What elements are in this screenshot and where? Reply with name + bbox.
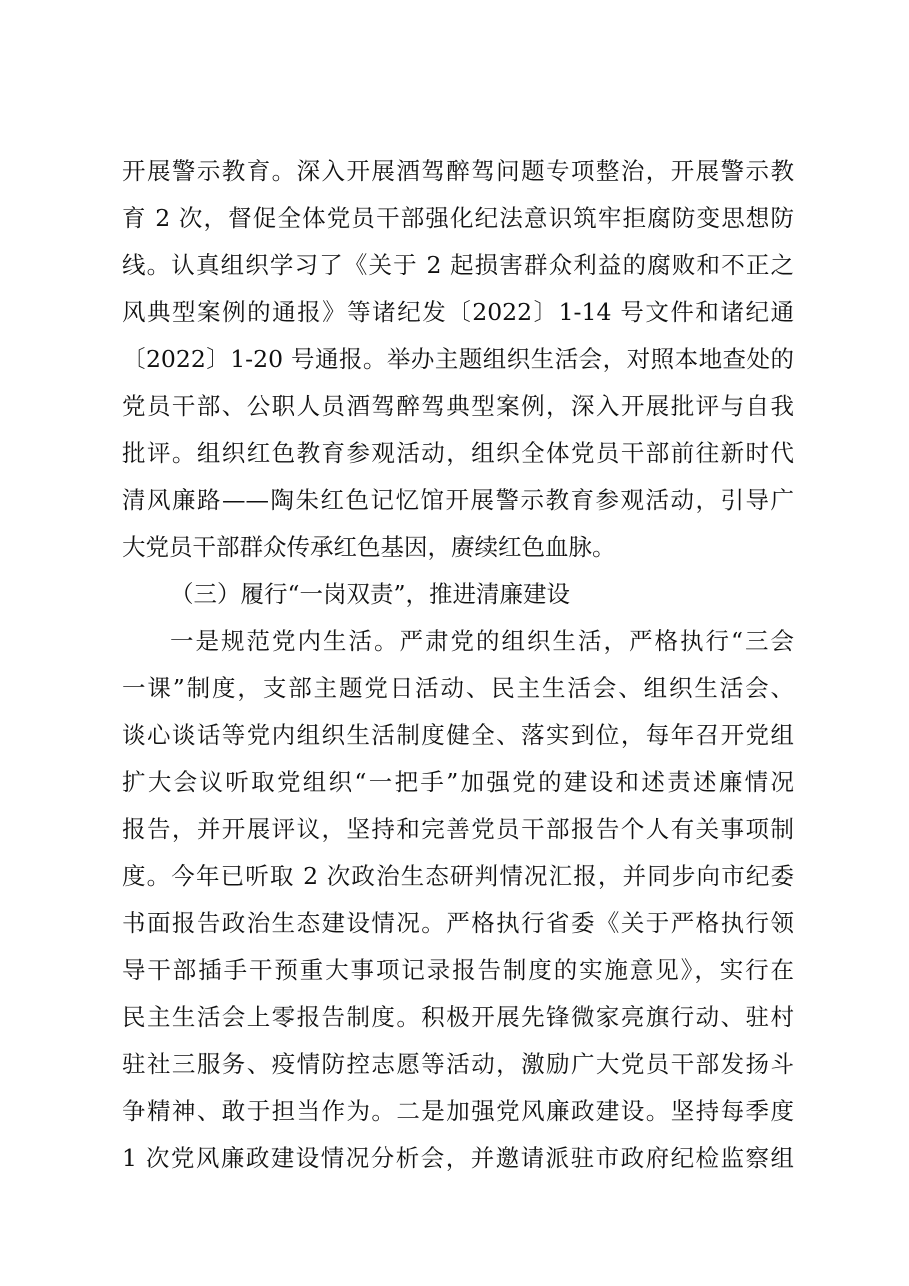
paragraph-line: 〔2022〕1-20 号通报。举办主题组织生活会，对照本地查处的: [122, 345, 794, 373]
paragraph-line: 民主生活会上零报告制度。积极开展先锋微家亮旗行动、驻村: [122, 1003, 794, 1031]
paragraph-line: 清风廉路——陶朱红色记忆馆开展警示教育参观活动，引导广: [122, 486, 794, 514]
paragraph-line: 争精神、敢于担当作为。二是加强党风廉政建设。坚持每季度: [122, 1097, 794, 1125]
paragraph-line: 线。认真组织学习了《关于 2 起损害群众利益的腐败和不正之: [122, 251, 794, 279]
paragraph-line: 大党员干部群众传承红色基因，赓续红色血脉。: [122, 533, 616, 561]
paragraph-line: 风典型案例的通报》等诸纪发〔2022〕1-14 号文件和诸纪通: [122, 298, 794, 326]
paragraph-line: 开展警示教育。深入开展酒驾醉驾问题专项整治，开展警示教: [122, 157, 794, 185]
paragraph-line: 驻社三服务、疫情防控志愿等活动，激励广大党员干部发扬斗: [122, 1050, 794, 1078]
paragraph-line: 1 次党风廉政建设情况分析会，并邀请派驻市政府纪检监察组: [122, 1144, 794, 1172]
paragraph-line: 一是规范党内生活。严肃党的组织生活，严格执行“三会: [170, 627, 794, 655]
paragraph-line: 一课”制度，支部主题党日活动、民主生活会、组织生活会、: [122, 674, 794, 702]
section-heading: （三）履行“一岗双责”，推进清廉建设: [170, 580, 571, 608]
paragraph-line: 扩大会议听取党组织“一把手”加强党的建设和述责述廉情况: [122, 768, 794, 796]
paragraph-line: 度。今年已听取 2 次政治生态研判情况汇报，并同步向市纪委: [122, 862, 794, 890]
paragraph-line: 书面报告政治生态建设情况。严格执行省委《关于严格执行领: [122, 909, 794, 937]
paragraph-line: 谈心谈话等党内组织生活制度健全、落实到位，每年召开党组: [122, 721, 794, 749]
paragraph-line: 党员干部、公职人员酒驾醉驾典型案例，深入开展批评与自我: [122, 392, 794, 420]
paragraph-line: 育 2 次，督促全体党员干部强化纪法意识筑牢拒腐防变思想防: [122, 204, 794, 232]
paragraph-line: 批评。组织红色教育参观活动，组织全体党员干部前往新时代: [122, 439, 794, 467]
paragraph-line: 导干部插手干预重大事项记录报告制度的实施意见》，实行在: [122, 956, 794, 984]
paragraph-line: 报告，并开展评议，坚持和完善党员干部报告个人有关事项制: [122, 815, 794, 843]
